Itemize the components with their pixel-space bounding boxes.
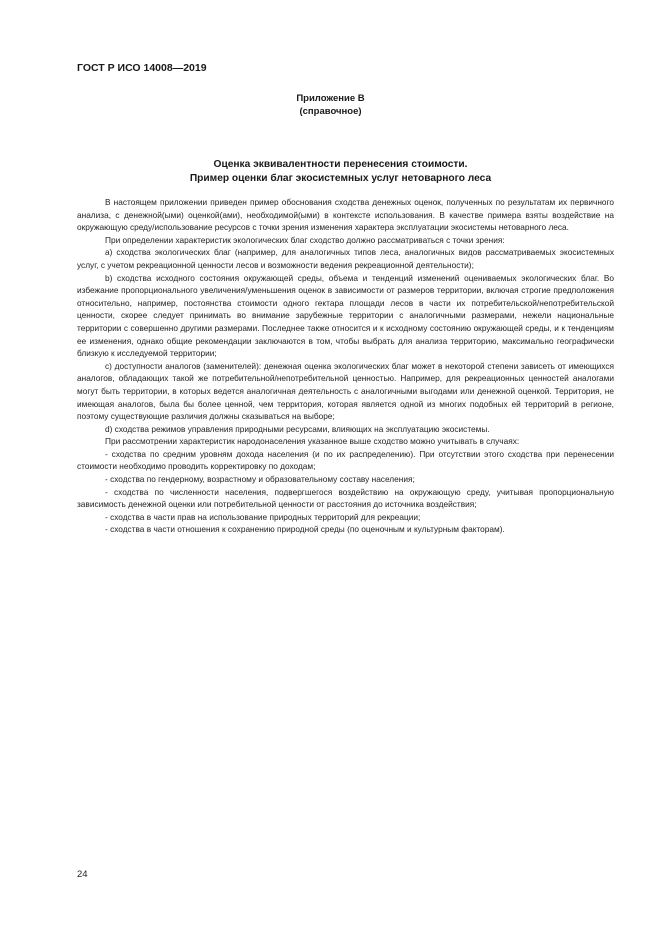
list-item: - сходства в части прав на использование природных территорий для рекреации; — [105, 511, 421, 522]
list-item: - сходства по средним уровням дохода населения (и по их распределению). При отсутствии этого сходства при перенесении стоимости необходимо проводить корректировку по доходам; — [77, 448, 614, 472]
list-item: - сходства в части отношения к сохранению природной среды (по оценочным и культурным факторам). — [105, 524, 505, 535]
annex-name: Приложение В — [296, 93, 365, 104]
body-text — [77, 196, 614, 536]
title-line-2: Пример оценки благ экосистемных услуг нетоварного леса — [189, 173, 492, 184]
annex-type: (справочное) — [299, 106, 362, 117]
page-number: 24 — [77, 869, 88, 880]
standard-header: ГОСТ Р ИСО 14008—2019 — [77, 62, 207, 74]
list-item: d) сходства режимов управления природными ресурсами, влияющих на эксплуатацию экосистемы. — [105, 423, 490, 434]
section-title — [60, 158, 621, 186]
list-item: - сходства по численности населения, подвергшегося воздействию на окружающую среду, учитывая пропорциональную зависимость денежной оценки или потребительной ценности от расстояния до источника воздействия; — [77, 486, 614, 510]
paragraph: При определении характеристик экологических благ сходство должно рассматриваться с точки зрения: — [105, 234, 505, 245]
paragraph: При рассмотрении характеристик народонаселения указанное выше сходство можно учитывать в случаях: — [105, 436, 520, 447]
paragraph: В настоящем приложении приведен пример обоснования сходства денежных оценок, полученных по результатам их первичного анализа, с денежной(ыми) оценкой(ами), необходимой(ыми) в контексте использования. В качестве примера взяты воздействие на окружающую среду/использование ресурсов с точки зрения изменения характера эксплуатации экосистемы нетоварного леса. — [77, 197, 614, 233]
list-item: с) доступности аналогов (заменителей): денежная оценка экологических благ может в некоторой степени зависеть от имеющихся аналогов, обладающих такой же потребительной/непотребительной ценностью. Например, для рекреационных ценностей аналогами могут быть территории, в которых ведется аналогичная деятельность с аналогичными выгодами или денежной оценкой. Территория, не имеющая аналогов, была бы более ценной, чем территория, которая является одной из многих подобных ей территорий в регионе, поэтому существующие различия должны сказываться на выборе; — [77, 360, 614, 422]
list-item: - сходства по гендерному, возрастному и образовательному составу населения; — [105, 474, 415, 485]
title-line-1: Оценка эквивалентности перенесения стоимости. — [213, 159, 468, 170]
list-item: а) сходства экологических благ (например, для аналогичных типов леса, аналогичных видов рассматриваемых экосистемных услуг, с учетом рекреационной ценности лесов и возможности ведения рекреационной деятельности); — [77, 247, 614, 270]
annex-heading — [0, 92, 661, 118]
list-item: b) сходства исходного состояния окружающей среды, объема и тенденций изменений оцениваемых экологических благ. Во избежание пропорционального увеличения/уменьшения оценок в зависимости от размеров территории, включая строгие предположения относительно, например, постоянства стоимости одного гектара площади лесов в части их потребительской/непотребительской ценности, скорее следует принимать во внимание зарубежные территории с аналогичными размерами, нежели национальные территории с совершенно другими размерами. Последнее также относится и к исходному состоянию окружающей среды, и к тенденциям ее изменения, однако общие рекомендации заключаются в том, чтобы выбрать для анализа территорию, максимально географически близкую к исследуемой территории; — [77, 272, 614, 359]
